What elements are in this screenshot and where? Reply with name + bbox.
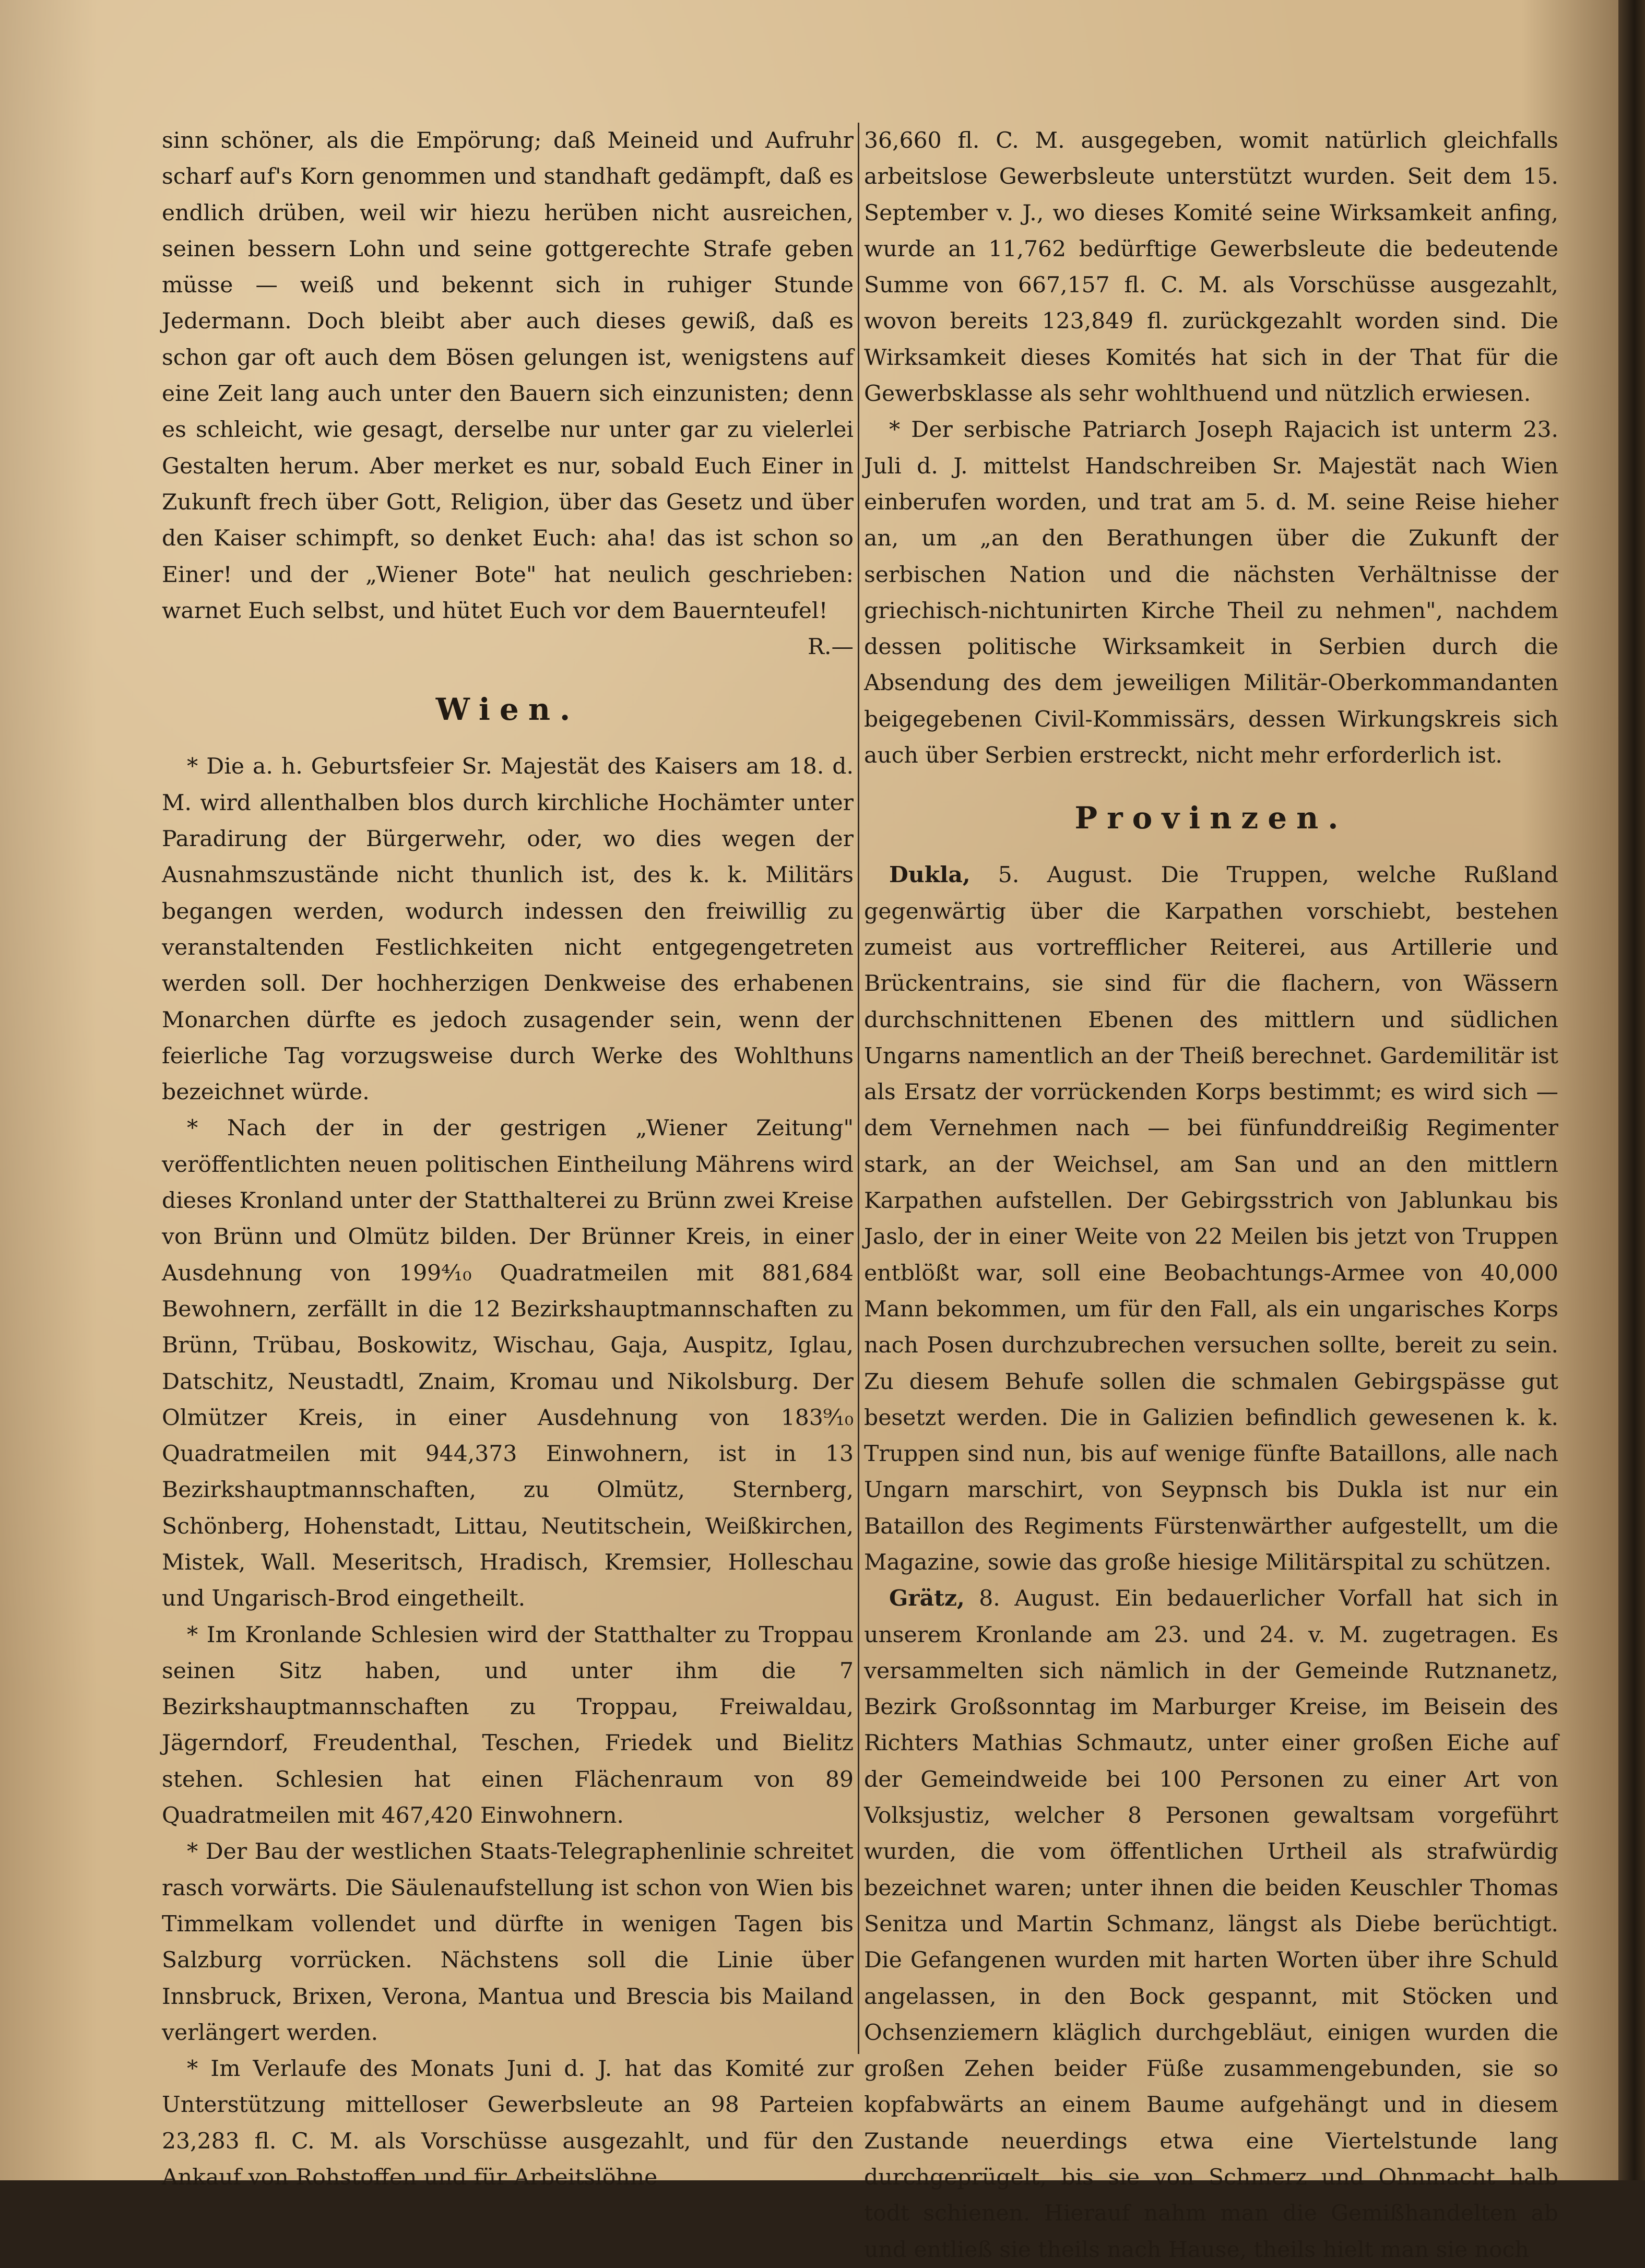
- article-tradesmen-support: * Im Verlaufe des Monats Juni d. J. hat das Komité zur Unterstützung mittelloser Gewerbsleute an 98 Parteien 23,283 fl. C. M. als Vorschüsse ausgezahlt, und für den Ankauf von Rohstoffen und für Arbeitslöhne: [162, 2056, 854, 2191]
- article-dukla-text: 5. August. Die Truppen, welche Rußland gegenwärtig über die Karpathen vorschiebt, bestehen zumeist aus vortrefflicher Reiterei, aus Artillerie und Brückentrains, sie sind für die flachern, von Wässern durchschnittenen Ebenen des mittlern und südlichen Ungarns namentlich an der Theiß berechnet. Gardemilitär ist als Ersatz der vorrückenden Korps bestimmt; es wird sich — dem Vernehmen nach — bei fünfunddreißig Regimenter stark, an der Weichsel, am San und an den mittlern Karpathen aufstellen. Der Gebirgsstrich von Jablunkau bis Jaslo, der in einer Weite von 22 Meilen bis jetzt von Truppen entblößt war, soll eine Beobachtungs-Armee von 40,000 Mann bekommen, um für den Fall, als ein ungarisches Korps nach Posen durchzubrechen versuchen sollte, bereit zu sein. Zu diesem Behufe sollen die schmalen Gebirgspässe gut besetzt werden. Die in Galizien befindlich gewesenen k. k. Truppen sind nun, bis auf wenige fünfte Bataillons, alle nach Ungarn marschirt, von Seypnsch bis Dukla ist nur ein Bataillon des Regiments Fürstenwärther aufgestellt, um die Magazine, sowie das große hiesige Militärspital zu schützen.: [864, 862, 1558, 1575]
- article-moravia-division: * Nach der in der gestrigen „Wiener Zeitung" veröffentlichten neuen politischen Eintheilung Mährens wird dieses Kronland unter der Statthalterei zu Brünn zwei Kreise von Brünn und Olmütz bilden. Der Brünner Kreis, in einer Ausdehnung von 199⁴⁄₁₀ Quadratmeilen mit 881,684 Bewohnern, zerfällt in die 12 Bezirkshauptmannschaften zu Brünn, Trübau, Boskowitz, Wischau, Gaja, Auspitz, Iglau, Datschitz, Neustadtl, Znaim, Kromau und Nikolsburg. Der Olmützer Kreis, in einer Ausdehnung von 183⁹⁄₁₀ Quadratmeilen mit 944,373 Einwohnern, ist in 13 Bezirkshauptmannschaften, zu Olmütz, Sternberg, Schönberg, Hohenstadt, Littau, Neutitschein, Weißkirchen, Mistek, Wall. Meseritsch, Hradisch, Kremsier, Holleschau und Ungarisch-Brod eingetheilt.: [162, 1115, 854, 1612]
- dateline-graetz: Grätz,: [889, 1585, 965, 1612]
- book-spine-edge: [1618, 0, 1645, 2180]
- article-serbian-patriarch: * Der serbische Patriarch Joseph Rajacich ist unterm 23. Juli d. J. mittelst Handschreiben Sr. Majestät nach Wien einberufen worden, und trat am 5. d. M. seine Reise hieher an, um „an den Berathungen über die Zukunft der serbischen Nation und die nächsten Verhältnisse der griechisch-nichtunirten Kirche Theil zu nehmen", nachdem dessen politische Wirksamkeit in Serbien durch die Absendung des dem jeweiligen Militär-Oberkommandanten beigegebenen Civil-Kommissärs, dessen Wirkungskreis sich auch über Serbien erstreckt, nicht mehr erforderlich ist.: [864, 417, 1558, 769]
- column-divider: [858, 123, 859, 2054]
- intro-paragraph: sinn schöner, als die Empörung; daß Meineid und Aufruhr scharf auf's Korn genommen und standhaft gedämpft, daß es endlich drüben, weil wir hiezu herüben nicht ausreichen, seinen bessern Lohn und seine gottgerechte Strafe geben müsse — weiß und bekennt sich in ruhiger Stunde Jedermann. Doch bleibt aber auch dieses gewiß, daß es schon gar oft auch dem Bösen gelungen ist, wenigstens auf eine Zeit lang auch unter den Bauern sich einzunisten; denn es schleicht, wie gesagt, derselbe nur unter gar zu vielerlei Gestalten herum. Aber merket es nur, sobald Euch Einer in Zukunft frech über Gott, Religion, über das Gesetz und über den Kaiser schimpft, so denket Euch: aha! das ist schon so Einer! und der „Wiener Bote" hat neulich geschrieben: warnet Euch selbst, und hütet Euch vor dem Bauernteufel!: [162, 128, 854, 624]
- section-heading-provinzen: Provinzen.: [1074, 800, 1348, 836]
- article-telegraph-line: * Der Bau der westlichen Staats-Telegraphenlinie schreitet rasch vorwärts. Die Säulenaufstellung ist schon von Wien bis Timmelkam vollendet und dürfte in wenigen Tagen bis Salzburg vorrücken. Nächstens soll die Linie über Innsbruck, Brixen, Verona, Mantua und Brescia bis Mailand verlängert werden.: [162, 1839, 854, 2046]
- right-column: [864, 123, 1558, 2268]
- dateline-dukla: Dukla,: [889, 862, 971, 888]
- author-signature: R.—: [807, 634, 854, 660]
- article-graetz: [864, 1581, 1558, 2268]
- article-dukla: [864, 857, 1558, 1581]
- section-heading-wien: Wien.: [435, 692, 580, 728]
- article-silesia: * Im Kronlande Schlesien wird der Statthalter zu Troppau seinen Sitz haben, und unter ihm die 7 Bezirkshauptmannschaften zu Troppau, Freiwaldau, Jägerndorf, Freudenthal, Teschen, Friedek und Bielitz stehen. Schlesien hat einen Flächenraum von 89 Quadratmeilen mit 467,420 Einwohnern.: [162, 1622, 854, 1829]
- continued-paragraph: 36,660 fl. C. M. ausgegeben, womit natürlich gleichfalls arbeitslose Gewerbsleute unterstützt wurden. Seit dem 15. September v. J., wo dieses Komité seine Wirksamkeit anfing, wurde an 11,762 bedürftige Gewerbsleute die bedeutende Summe von 667,157 fl. C. M. als Vorschüsse ausgezahlt, wovon bereits 123,849 fl. zurückgezahlt worden sind. Die Wirksamkeit dieses Komités hat sich in der That für die Gewerbsklasse als sehr wohlthuend und nützlich erwiesen.: [864, 128, 1558, 407]
- article-graetz-text: 8. August. Ein bedauerlicher Vorfall hat sich in unserem Kronlande am 23. und 24. v. M. zugetragen. Es versammelten sich nämlich in der Gemeinde Rutznanetz, Bezirk Großsonntag im Marburger Kreise, im Beisein des Richters Mathias Schmautz, unter einer großen Eiche auf der Gemeindweide bei 100 Personen zu einer Art von Volksjustiz, welcher 8 Personen gewaltsam vorgeführt wurden, die vom öffentlichen Urtheil als strafwürdig bezeichnet waren; unter ihnen die beiden Keuschler Thomas Senitza und Martin Schmanz, längst als Diebe berüchtigt. Die Gefangenen wurden mit harten Worten über ihre Schuld angelassen, in den Bock gespannt, mit Stöcken und Ochsenziemern kläglich durchgebläut, einigen wurden die großen Zehen beider Füße zusammengebunden, sie so kopfabwärts an einem Baume aufgehängt und in diesem Zustande neuerdings etwa eine Viertelstunde lang durchgeprügelt, bis sie von Schmerz und Ohnmacht halb todt schienen. Hierauf nahm man die Gemißhandelten ab und entließ sie theils nach Hause, theils hielt man sie noch: [864, 1586, 1558, 2263]
- left-column: [162, 123, 854, 2195]
- article-birthday-celebration: * Die a. h. Geburtsfeier Sr. Majestät des Kaisers am 18. d. M. wird allenthalben blos durch kirchliche Hochämter unter Paradirung der Bürgerwehr, oder, wo dies wegen der Ausnahmszustände nicht thunlich ist, des k. k. Militärs begangen werden, wodurch indessen den freiwillig zu veranstaltenden Festlichkeiten nicht entgegengetreten werden soll. Der hochherzigen Denkweise des erhabenen Monarchen dürfte es jedoch zusagender sein, wenn der feierliche Tag vorzugsweise durch Werke des Wohlthuns bezeichnet würde.: [162, 754, 854, 1106]
